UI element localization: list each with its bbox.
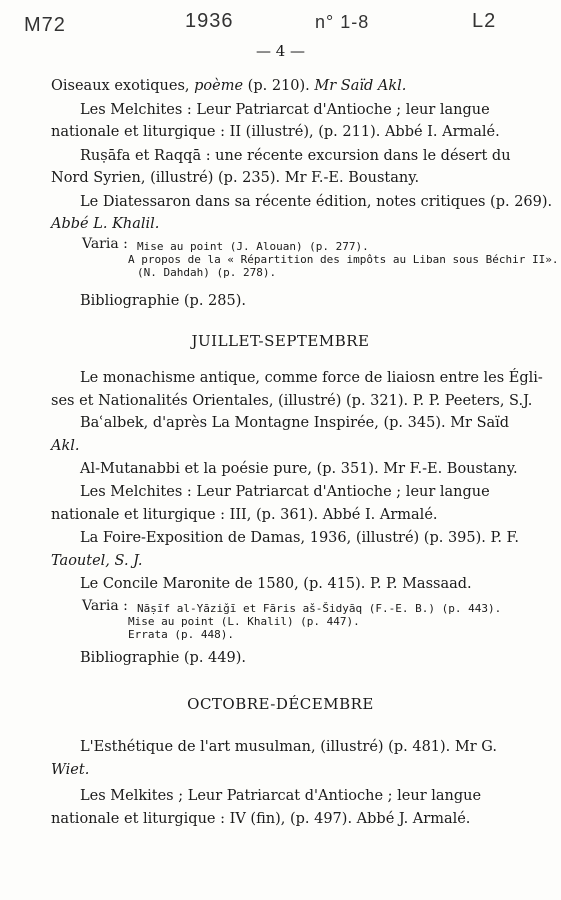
- varia-item: A propos de la « Répartition des impôts au Liban sous Béchir II».: [128, 253, 559, 266]
- entry-melkites-4-line2: nationale et liturgique : IV (fin), (p. 497). Abbé J. Armalé.: [51, 811, 471, 827]
- bibliographie-2: Bibliographie (p. 449).: [80, 650, 246, 666]
- bibliographie-1: Bibliographie (p. 285).: [80, 293, 246, 309]
- entry-oiseaux: [51, 76, 406, 96]
- entry-diatessaron-line2: Abbé L. Khalil.: [51, 216, 160, 232]
- entry-melchites-2-line1: Les Melchites : Leur Patriarcat d'Antioche ; leur langue: [80, 102, 490, 118]
- entry-author: Mr Saïd Akl.: [314, 78, 407, 94]
- entry-diatessaron-line1: Le Diatessaron dans sa récente édition, notes critiques (p. 269).: [80, 194, 553, 210]
- varia-item: Mise au point (J. Alouan) (p. 277).: [137, 240, 369, 253]
- entry-esthetique-line2: Wiet.: [51, 762, 90, 778]
- varia-item: Errata (p. 448).: [128, 628, 234, 641]
- handwritten-number: n° 1-8: [315, 12, 370, 32]
- entry-rusafa-line1: Ruṣāfa et Raqqā : une récente excursion dans le désert du: [80, 148, 511, 164]
- handwritten-year: 1936: [185, 10, 234, 32]
- entry-melchites-3-line1: Les Melchites : Leur Patriarcat d'Antioche ; leur langue: [80, 484, 490, 500]
- section-heading-juillet: JUILLET-SEPTEMBRE: [191, 332, 370, 350]
- varia-item: (N. Dahdah) (p. 278).: [137, 266, 277, 279]
- entry-foire-line1: La Foire-Exposition de Damas, 1936, (illustré) (p. 395). P. F.: [80, 530, 519, 546]
- entry-monachisme-line2: ses et Nationalités Orientales, (illustré) (p. 321). P. P. Peeters, S.J.: [51, 393, 533, 409]
- entry-title: Oiseaux exotiques,: [51, 78, 195, 94]
- entry-rusafa-line2: Nord Syrien, (illustré) (p. 235). Mr F.-E. Boustany.: [51, 170, 420, 186]
- entry-melchites-3-line2: nationale et liturgique : III, (p. 361). Abbé I. Armalé.: [51, 507, 438, 523]
- entry-melkites-4-line1: Les Melkites ; Leur Patriarcat d'Antioche ; leur langue: [80, 788, 482, 804]
- handwritten-code: L2: [472, 10, 497, 32]
- entry-concile: Le Concile Maronite de 1580, (p. 415). P. P. Massaad.: [80, 576, 472, 592]
- entry-foire-line2: Taoutel, S. J.: [51, 553, 143, 569]
- varia-item: Mise au point (L. Khalil) (p. 447).: [128, 615, 360, 628]
- page-folio: — 4 —: [255, 42, 306, 60]
- entry-melchites-2-line2: nationale et liturgique : II (illustré), (p. 211). Abbé I. Armalé.: [51, 124, 500, 140]
- entry-mutanabbi: Al-Mutanabbi et la poésie pure, (p. 351). Mr F.-E. Boustany.: [80, 461, 518, 477]
- handwritten-ref: M72: [24, 14, 66, 36]
- varia-item: Nāṣīf al-Yāziǧī et Fāris aš-Šidyāq (F.-E. B.) (p. 443).: [137, 602, 502, 615]
- entry-baalbek-line1: Baʿalbek, d'après La Montagne Inspirée, (p. 345). Mr Saïd: [80, 415, 510, 431]
- entry-esthetique-line1: L'Esthétique de l'art musulman, (illustré) (p. 481). Mr G.: [80, 739, 497, 755]
- entry-title-italic: poème: [194, 78, 244, 94]
- entry-monachisme-line1: Le monachisme antique, comme force de liaiosn entre les Égli-: [80, 370, 543, 386]
- entry-page: (p. 210).: [243, 78, 315, 94]
- varia-label: Varia :: [82, 236, 128, 252]
- entry-baalbek-line2: Akl.: [51, 438, 80, 454]
- varia-label: Varia :: [82, 598, 128, 614]
- section-heading-octobre: OCTOBRE-DÉCEMBRE: [187, 695, 374, 713]
